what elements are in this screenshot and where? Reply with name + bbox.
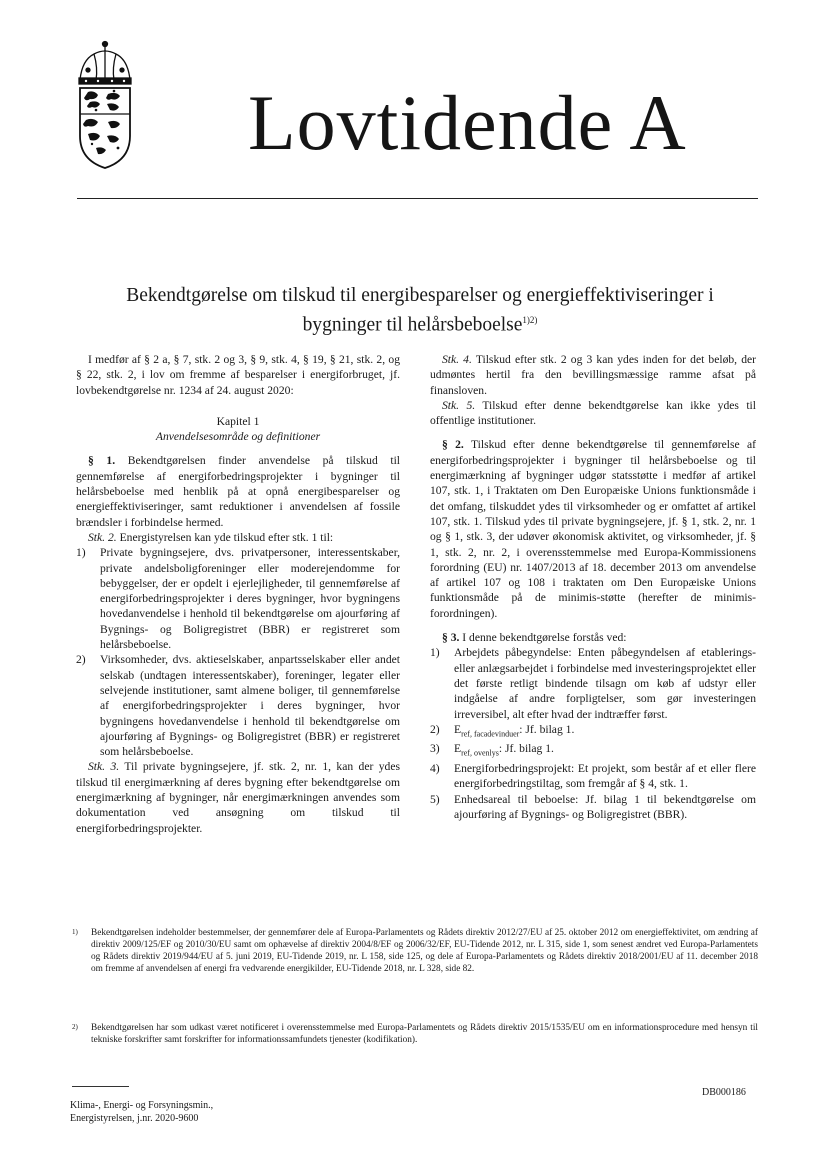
issuing-authority: [70, 1099, 213, 1125]
masthead-title: Lovtidende A: [248, 79, 687, 166]
footnote-text: Bekendtgørelsen har som udkast været notificeret i overensstemmelse med Europa-Parlamentets og Rådets direktiv 2015/1535/EU om en informationsprocedure med hensyn til tekniske forskrifter samt forskrifter for informationssamfundets tjenester (kodifikation).: [91, 1023, 758, 1045]
chapter-label: Kapitel 1: [216, 414, 260, 428]
left-column: [76, 352, 400, 836]
paragraph-2-text: Tilskud efter denne bekendtgørelse til gennemførelse af energiforbedringsprojekter i bygninger til helårsbeboelse og til energimærkning af bygninger udgør statsstøtte i medfør af artikel 107, stk. 1, i Traktaten om Den Europæiske Unions funktionsmåde i det omfang, tilskuddet ydes til virksomheder og er omfattet af artikel 107, stk. 1. Tilskud ydes til private bygningsejere, jf. § 1, stk. 2, nr. 1 og § 1, stk. 3, der udøver økonomisk aktivitet, og virksomheder, jf. § 1, stk. 2, nr. 2, i overensstemmelse med Europa-Kommissionens forordning (EU) nr. 1407/2013 af 18. december 2013 om anvendelse af artikel 107 og 108 i traktaten om Den Europæiske Unions funktionsmåde på de minimis-støtte (herefter de minimis-forordningen).: [430, 438, 756, 620]
list-item-text: Private bygningsejere, dvs. privatpersoner, interessentskaber, private andelsboligforeninger eller moderejendomme for bebyggelser, der er opdelt i ejerlejligheder, til gennemførelse af energiforbedringsprojekter i deres bygninger, hvor bygningens hovedanvendelse i henhold til bekendtgørelse om ajourføring af Bygnings- og Boligregistret (BBR) er registreret som helårsbeboelse.: [100, 546, 400, 652]
paragraph-1-stk-5: [430, 398, 756, 429]
stk-4-text: Tilskud efter stk. 2 og 3 kan ydes inden for det beløb, der udmøntes hertil fra den bevillingsmæssige ramme afsat på finansloven.: [430, 353, 757, 397]
footnote: [72, 1022, 758, 1046]
definition-text: Enhedsareal til beboelse: Jf. bilag 1 til bekendtgørelse om ajourføring af Bygnings- og Boligregistret (BBR).: [454, 792, 756, 821]
title-line-1: Bekendtgørelse om tilskud til energibesparelser og energieffektiviseringer i: [126, 285, 714, 306]
document-number: DB000186: [702, 1087, 746, 1098]
paragraph-1: [76, 453, 400, 529]
definition-body: : Jf. bilag 1.: [519, 722, 575, 736]
paragraph-2-mark: § 2.: [442, 438, 464, 452]
footer-divider: [72, 1086, 129, 1087]
masthead-divider: [77, 198, 758, 199]
list-item: [76, 545, 400, 652]
paragraph-3: [430, 630, 756, 645]
definition-item: [430, 761, 756, 792]
stk-3-text: Til private bygningsejere, jf. stk. 2, nr. 1, kan der ydes tilskud til energimærkning af deres bygning efter bekendtgørelse om energimærkning af bygninger, når energimærkningen anvendes som dokumentation ved ansøgning om tilskud til energiforbedringsprojekter.: [76, 760, 400, 835]
list-item-number: 1): [76, 546, 86, 560]
paragraph-3-text: I denne bekendtgørelse forstås ved:: [462, 631, 627, 645]
ministry-name: Klima-, Energi- og Forsyningsmin.,: [70, 1100, 214, 1111]
right-column: [430, 352, 756, 822]
definition-number: 5): [430, 792, 440, 806]
definition-number: 1): [430, 646, 440, 660]
definition-number: 2): [430, 722, 440, 736]
paragraph-2: [430, 437, 756, 621]
definition-item: [430, 741, 756, 761]
paragraph-1-text: Bekendtgørelsen finder anvendelse på tilskud til gennemførelse af energiforbedringsprojekter i bygninger til helårsbeboelse med henblik på at opnå energibesparelser og energieffektiviseringer, samt reduktioner i anvendelsen af fossile brændsler i forbindelse hermed.: [76, 454, 401, 529]
definition-text: Energiforbedringsprojekt: Et projekt, som består af et eller flere energiforbedringstiltag, som fremgår af § 4, stk. 1.: [454, 762, 756, 791]
list-item-number: 2): [76, 653, 86, 667]
definition-text: [454, 741, 756, 761]
stk-5-label: Stk. 5.: [442, 398, 476, 412]
definition-item: [430, 722, 756, 742]
title-footnote-refs: 1)2): [522, 315, 538, 325]
footnote-mark: 1): [72, 928, 78, 936]
stk-2-text: Energistyrelsen kan yde tilskud efter stk. 1 til:: [119, 530, 334, 544]
definition-subscript: ref, ovenlys: [461, 748, 499, 758]
stk-2-label: Stk. 2.: [88, 530, 117, 544]
definition-symbol: E: [454, 742, 462, 756]
agency-reference: Energistyrelsen, j.nr. 2020-9600: [70, 1113, 199, 1124]
paragraph-1-stk-4: [430, 352, 756, 398]
definition-symbol: E: [454, 722, 462, 736]
definition-item: [430, 792, 756, 823]
stk-5-text: Tilskud efter denne bekendtgørelse kan ikke ydes til offentlige institutioner.: [430, 398, 756, 428]
stk-4-label: Stk. 4.: [442, 353, 472, 366]
preamble: I medfør af § 2 a, § 7, stk. 2 og 3, § 9, stk. 4, § 19, § 21, stk. 2, og § 22, stk. 2, i lov om fremme af besparelser i energiforbruget, jf. lovbekendtgørelse nr. 1234 af 24. august 2020:: [76, 353, 400, 397]
document-title: [70, 283, 770, 338]
paragraph-1-mark: § 1.: [88, 454, 116, 468]
definition-number: 4): [430, 762, 440, 776]
footnote-mark: 2): [72, 1023, 78, 1031]
footnote-text: Bekendtgørelsen indeholder bestemmelser, der gennemfører dele af Europa-Parlamentets og Rådets direktiv 2012/27/EU af 25. oktober 2012 om energieffektivitet, om ændring af direktiv 2009/125/EF og 2010/30/EU samt om ophævelse af direktiv 2004/8/EF og 2006/32/EF, EU-Tidende 2012, nr. L 315, side 1, som senest ændret ved Europa-Parlamentets og Rådets direktiv 2019/944/EU af 5. juni 2019, EU-Tidende 2019, nr. L 158, side 125, og dele af Europa-Parlamentets og Rådets direktiv 2018/2001/EU af 11. december 2018 om fremme af anvendelsen af energi fra vedvarende energikilder, EU-Tidende 2018, nr. L 328, side 82.: [91, 928, 758, 974]
definition-text: Arbejdets påbegyndelse: Enten påbegyndelsen af etablerings- eller anlægsarbejdet i forbindelse med investeringsprojektet eller det første retligt bindende tilsagn om køb af udstyr eller indgåelse af andre forpligtelser, som gør investeringen irreversibel, alt efter hvad der indtræffer først.: [454, 646, 756, 721]
paragraph-1-stk-2: [76, 530, 400, 545]
definition-item: [430, 645, 756, 721]
footnote: [72, 927, 758, 975]
paragraph-3-mark: § 3.: [442, 631, 460, 645]
chapter-title: Anvendelsesområde og definitioner: [155, 430, 321, 444]
title-line-2: bygninger til helårsbeboelse: [302, 314, 523, 336]
royal-coat-of-arms-icon: [74, 40, 136, 170]
list-item: [76, 652, 400, 759]
definition-text: [454, 722, 756, 742]
definition-subscript: ref, facadevinduer: [461, 729, 520, 739]
list-item-text: Virksomheder, dvs. aktieselskaber, anpartsselskaber eller andet selskab (undtagen interessentskaber), foreninger, legater eller selvejende institutioner, samt almene boliger, til gennemførelse af energiforbedringsprojekter i deres bygninger, hvor bygningens hovedanvendelse i henhold til bekendtgørelse om ajourføring af Bygnings- og Boligregistret (BBR) er registreret som helårsbeboelse.: [100, 653, 400, 759]
stk-3-label: Stk. 3.: [88, 760, 120, 774]
definition-number: 3): [430, 742, 440, 756]
definition-body: : Jf. bilag 1.: [498, 742, 554, 756]
paragraph-1-stk-3: [76, 759, 400, 835]
